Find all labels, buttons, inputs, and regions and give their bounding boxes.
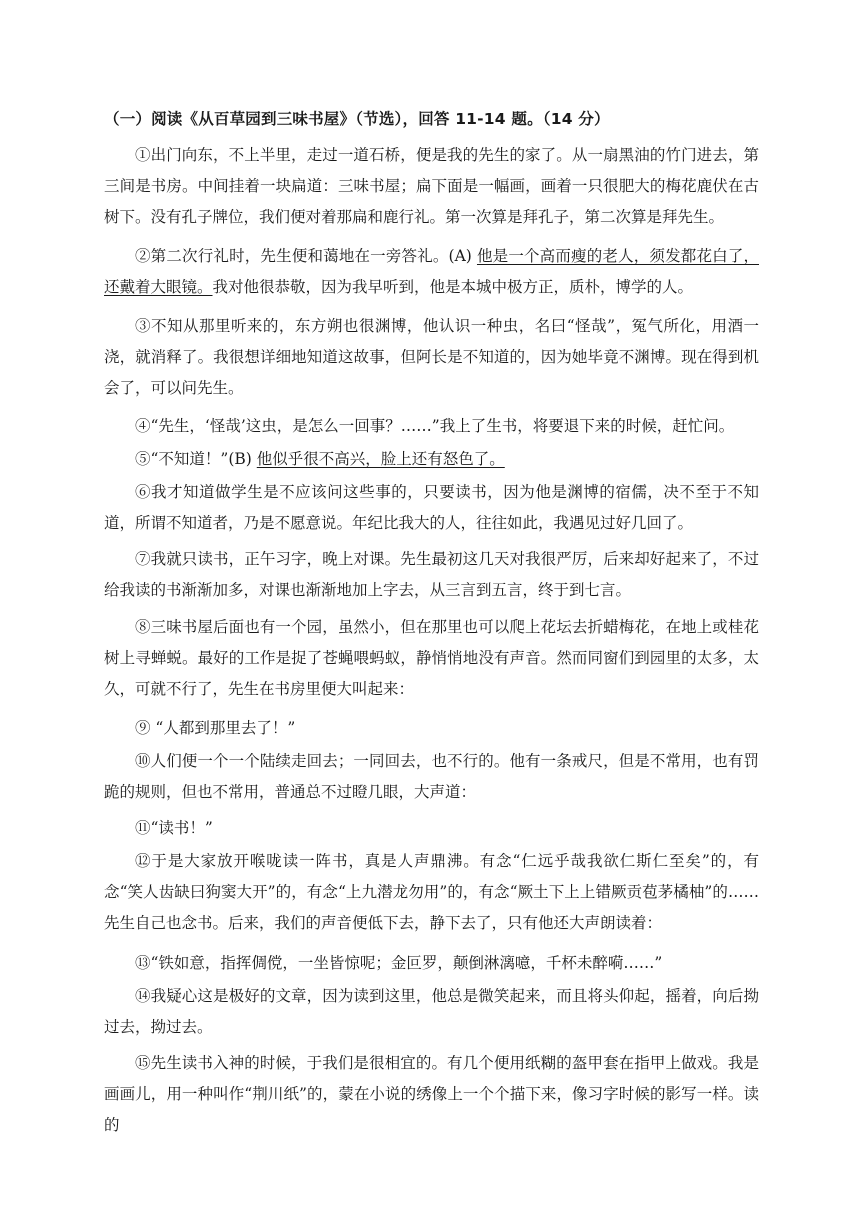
section-heading: （一）阅读《从百草园到三味书屋》（节选），回答 11-14 题。（14 分）	[104, 110, 610, 128]
paragraph-8: ⑧三味书屋后面也有一个园，虽然小，但在那里也可以爬上花坛去折蜡梅花，在地上或桂花树上寻蝉蜕。最好的工作是捉了苍蝇喂蚂蚁，静悄悄地没有声音。然而同窗们到园里的太多，太久，可就不行了，先生在书房里便大叫起来：	[104, 618, 759, 698]
paragraph-2	[104, 241, 759, 303]
paragraph-12: ⑫于是大家放开喉咙读一阵书，真是人声鼎沸。有念“仁远乎哉我欲仁斯仁至矣”的，有念“笑人齿缺曰狗窦大开”的，有念“上九潜龙勿用”的，有念“厥土下上上错厥贡苞茅橘柚”的……先生自己也念书。后来，我们的声音便低下去，静下去了，只有他还大声朗读着：	[104, 852, 759, 932]
paragraph-2-text-rest: 我对他很恭敬，因为我早听到，他是本城中极方正，质朴，博学的人。	[212, 278, 694, 296]
paragraph-1: ①出门向东，不上半里，走过一道石桥，便是我的先生的家了。从一扇黑油的竹门进去，第三间是书房。中间挂着一块扁道：三味书屋；扁下面是一幅画，画着一只很肥大的梅花鹿伏在古树下。没有孔子牌位，我们便对着那扁和鹿行礼。第一次算是拜孔子，第二次算是拜先生。	[104, 146, 759, 226]
paragraph-2-text: ②第二次行礼时，先生便和蔼地在一旁答礼。(A)	[135, 247, 477, 265]
paragraph-3: ③不知从那里听来的，东方朔也很渊博，他认识一种虫，名曰“怪哉”，冤气所化，用酒一浇，就消释了。我很想详细地知道这故事，但阿长是不知道的，因为她毕竟不渊博。现在得到机会了，可以问先生。	[104, 317, 759, 397]
underlined-sentence-b: 他似乎很不高兴，脸上还有怒色了。	[256, 450, 505, 468]
paragraph-13: ⑬“铁如意，指挥倜傥，一坐皆惊呢；金叵罗，颠倒淋漓噫，千杯未醉嗬……”	[135, 954, 663, 972]
underlined-sentence-a: 他是一个高而瘦的老人，须发都花白了，还戴着大眼镜。	[104, 247, 759, 296]
paragraph-6: ⑥我才知道做学生是不应该问这些事的，只要读书，因为他是渊博的宿儒，决不至于不知道，所谓不知道者，乃是不愿意说。年纪比我大的人，往往如此，我遇见过好几回了。	[104, 483, 759, 532]
paragraph-11: ⑪“读书！”	[135, 819, 213, 837]
paragraph-7: ⑦我就只读书，正午习字，晚上对课。先生最初这几天对我很严厉，后来却好起来了，不过给我读的书渐渐加多，对课也渐渐地加上字去，从三言到五言，终于到七言。	[104, 550, 759, 599]
paragraph-14: ⑭我疑心这是极好的文章，因为读到这里，他总是微笑起来，而且将头仰起，摇着，向后拗过去，拗过去。	[104, 987, 759, 1036]
paragraph-10: ⑩人们便一个一个陆续走回去；一同回去，也不行的。他有一条戒尺，但是不常用，也有罚跪的规则，但也不常用，普通总不过瞪几眼，大声道：	[104, 752, 759, 801]
paragraph-15: ⑮先生读书入神的时候，于我们是很相宜的。有几个便用纸糊的盔甲套在指甲上做戏。我是画画儿，用一种叫作“荆川纸”的，蒙在小说的绣像上一个个描下来，像习字时候的影写一样。读的	[104, 1054, 759, 1134]
paragraph-9: ⑨ “人都到那里去了！”	[135, 719, 296, 737]
paragraph-4: ④“先生，‘怪哉’这虫，是怎么一回事？……”我上了生书，将要退下来的时候，赶忙问。	[135, 417, 735, 435]
paragraph-5	[104, 444, 759, 475]
paragraph-5-text: ⑤“不知道！”(B)	[135, 450, 257, 468]
